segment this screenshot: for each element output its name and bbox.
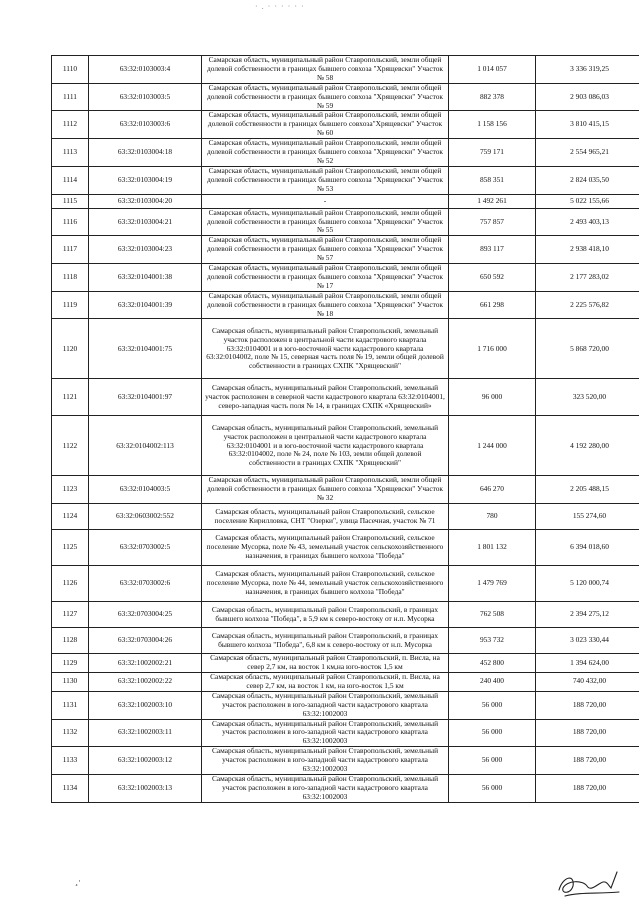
row-number-cell: 1128 xyxy=(52,628,89,654)
address-cell: Самарская область, муниципальный район Ставропольский, земли общей долевой собственности в границах бывшего совхоза "Хрящевски" Участок № 17 xyxy=(202,264,449,292)
cadastral-value-cell: 188 720,00 xyxy=(536,747,639,775)
cadastral-value-cell: 323 520,00 xyxy=(536,379,639,416)
cadastral-number-cell: 63:32:0103003:5 xyxy=(89,83,202,111)
table-row xyxy=(52,139,639,167)
cadastral-value-cell: 188 720,00 xyxy=(536,774,639,802)
area-cell: 96 000 xyxy=(449,379,536,416)
table-row xyxy=(52,476,639,504)
area-cell: 1 801 132 xyxy=(449,530,536,566)
table-row xyxy=(52,319,639,379)
row-number-cell: 1125 xyxy=(52,530,89,566)
row-number-cell: 1112 xyxy=(52,111,89,139)
cadastral-number-cell: 63:32:1002002:22 xyxy=(89,673,202,692)
address-cell: Самарская область, муниципальный район Ставропольский, земельный участок расположен в юго-западной части кадастрового квартала 63:32:1002003 xyxy=(202,691,449,719)
area-cell: 1 492 261 xyxy=(449,194,536,208)
address-cell: Самарская область, муниципальный район Ставропольский, в границах бывшего колхоза "Победа", в 5,9 км к северо-востоку от н.п. Мусорка xyxy=(202,602,449,628)
area-cell: 1 158 156 xyxy=(449,111,536,139)
table-row xyxy=(52,628,639,654)
row-number-cell: 1123 xyxy=(52,476,89,504)
area-cell: 56 000 xyxy=(449,774,536,802)
cadastral-value-cell: 2 903 086,03 xyxy=(536,83,639,111)
area-cell: 661 298 xyxy=(449,291,536,319)
cadastral-number-cell: 63:32:1002003:13 xyxy=(89,774,202,802)
row-number-cell: 1110 xyxy=(52,56,89,84)
row-number-cell: 1114 xyxy=(52,166,89,194)
cadastral-number-cell: 63:32:0104003:5 xyxy=(89,476,202,504)
cadastral-number-cell: 63:32:0603002:552 xyxy=(89,504,202,530)
area-cell: 762 508 xyxy=(449,602,536,628)
area-cell: 1 244 000 xyxy=(449,416,536,476)
address-cell: Самарская область, муниципальный район Ставропольский, земельный участок расположен в центральной части кадастрового квартала 63:32:0104001 и в юго-восточной части кадастрового квартала 63:32:0104002, поле № 15, северная часть поля № 19, земли общей долевой собственности в границах СХПК "Хрящевский" xyxy=(202,319,449,379)
table-row xyxy=(52,379,639,416)
area-cell: 56 000 xyxy=(449,747,536,775)
cadastral-number-cell: 63:32:0103004:23 xyxy=(89,236,202,264)
row-number-cell: 1134 xyxy=(52,774,89,802)
row-number-cell: 1115 xyxy=(52,194,89,208)
address-cell: Самарская область, муниципальный район Ставропольский, земельный участок расположен в юго-западной части кадастрового квартала 63:32:1002003 xyxy=(202,719,449,747)
cadastral-number-cell: 63:32:0103004:19 xyxy=(89,166,202,194)
cadastral-value-cell: 5 868 720,00 xyxy=(536,319,639,379)
table-row xyxy=(52,166,639,194)
cadastral-value-cell: 2 394 275,12 xyxy=(536,602,639,628)
cadastral-number-cell: 63:32:0104001:97 xyxy=(89,379,202,416)
table-row xyxy=(52,747,639,775)
cadastral-value-cell: 5 120 000,74 xyxy=(536,566,639,602)
row-number-cell: 1127 xyxy=(52,602,89,628)
row-number-cell: 1122 xyxy=(52,416,89,476)
cadastral-value-cell: 2 824 035,50 xyxy=(536,166,639,194)
table-row xyxy=(52,83,639,111)
table-row xyxy=(52,530,639,566)
area-cell: 1 479 769 xyxy=(449,566,536,602)
address-cell: Самарская область, муниципальный район Ставропольский, п. Висла, на север 2,7 км, на восток 1 км,на юго-восток 1,5 км xyxy=(202,654,449,673)
table-row xyxy=(52,111,639,139)
cadastral-value-cell: 4 192 280,00 xyxy=(536,416,639,476)
row-number-cell: 1111 xyxy=(52,83,89,111)
table-row xyxy=(52,194,639,208)
table-row xyxy=(52,264,639,292)
cadastral-number-cell: 63:32:1002003:12 xyxy=(89,747,202,775)
table-row xyxy=(52,691,639,719)
area-cell: 858 351 xyxy=(449,166,536,194)
cadastral-number-cell: 63:32:0103003:6 xyxy=(89,111,202,139)
cadastral-number-cell: 63:32:0703004:26 xyxy=(89,628,202,654)
cadastral-number-cell: 63:32:1002002:21 xyxy=(89,654,202,673)
address-cell: Самарская область, муниципальный район Ставропольский, сельское поселение Кирилловка, СНТ "Озерки", улица Пасечная, участок № 71 xyxy=(202,504,449,530)
address-cell: Самарская область, муниципальный район Ставропольский, земли общей долевой собственности в границах бывшего совхоза "Хрящевски" Участок № 58 xyxy=(202,56,449,84)
row-number-cell: 1132 xyxy=(52,719,89,747)
address-cell: Самарская область, муниципальный район Ставропольский, земли общей долевой собственности в границах бывшего совхоза "Хрящевски" Участок № 32 xyxy=(202,476,449,504)
table-row xyxy=(52,504,639,530)
cadastral-value-cell: 5 022 155,66 xyxy=(536,194,639,208)
table-row xyxy=(52,774,639,802)
row-number-cell: 1119 xyxy=(52,291,89,319)
cadastral-value-cell: 3 336 319,25 xyxy=(536,56,639,84)
table-body xyxy=(52,56,639,803)
cadastral-number-cell: 63:32:0104002:113 xyxy=(89,416,202,476)
table-row xyxy=(52,56,639,84)
cadastral-value-cell: 2 493 403,13 xyxy=(536,208,639,236)
cadastral-value-cell: 2 554 965,21 xyxy=(536,139,639,167)
address-cell: Самарская область, муниципальный район Ставропольский, земельный участок расположен в юго-западной части кадастрового квартала 63:32:1002003 xyxy=(202,774,449,802)
address-cell: Самарская область, муниципальный район Ставропольский, земли общей долевой собственности в границах бывшего совхоза"Хрящевски" Участок № 60 xyxy=(202,111,449,139)
cadastral-value-cell: 2 177 283,02 xyxy=(536,264,639,292)
address-cell: Самарская область, муниципальный район Ставропольский, земли общей долевой собственности в границах бывшего совхоза "Хрящевски" Участок № 18 xyxy=(202,291,449,319)
area-cell: 882 378 xyxy=(449,83,536,111)
area-cell: 650 592 xyxy=(449,264,536,292)
table-row xyxy=(52,602,639,628)
row-number-cell: 1116 xyxy=(52,208,89,236)
address-cell: Самарская область, муниципальный район Ставропольский, земли общей долевой собственности в границах бывшего совхоза "Хрящевски" Участок № 53 xyxy=(202,166,449,194)
area-cell: 1 014 057 xyxy=(449,56,536,84)
area-cell: 240 400 xyxy=(449,673,536,692)
area-cell: 759 171 xyxy=(449,139,536,167)
row-number-cell: 1120 xyxy=(52,319,89,379)
row-number-cell: 1129 xyxy=(52,654,89,673)
cadastral-number-cell: 63:32:0104001:39 xyxy=(89,291,202,319)
scan-artifact: · . · · · · · · xyxy=(255,2,305,11)
area-cell: 452 800 xyxy=(449,654,536,673)
cadastral-value-cell: 2 205 488,15 xyxy=(536,476,639,504)
area-cell: 780 xyxy=(449,504,536,530)
area-cell: 56 000 xyxy=(449,719,536,747)
row-number-cell: 1130 xyxy=(52,673,89,692)
cadastral-value-cell: 188 720,00 xyxy=(536,691,639,719)
cadastral-number-cell: 63:32:0103004:20 xyxy=(89,194,202,208)
table-row xyxy=(52,416,639,476)
table-row xyxy=(52,654,639,673)
cadastral-value-cell: 2 938 418,10 xyxy=(536,236,639,264)
cadastral-value-cell: 188 720,00 xyxy=(536,719,639,747)
cadastral-value-cell: 6 394 018,60 xyxy=(536,530,639,566)
cadastral-value-cell: 2 225 576,82 xyxy=(536,291,639,319)
table-row xyxy=(52,566,639,602)
table-row xyxy=(52,673,639,692)
address-cell: Самарская область, муниципальный район Ставропольский, земельный участок расположен в центральной части кадастрового квартала 63:32:0104001 и в юго-восточной части кадастрового квартала 63:32:0104002, поле № 24, поле № 103, земли общей долевой собственности в границах СХПК "Хрящевский" xyxy=(202,416,449,476)
area-cell: 646 270 xyxy=(449,476,536,504)
address-cell: Самарская область, муниципальный район Ставропольский, сельское поселение Мусорка, поле № 43, земельный участок сельскохозяйственного назначения, в границах бывшего колхоза "Победа" xyxy=(202,530,449,566)
row-number-cell: 1121 xyxy=(52,379,89,416)
row-number-cell: 1118 xyxy=(52,264,89,292)
address-cell: Самарская область, муниципальный район Ставропольский, земельный участок расположен в северной части кадастрового квартала 63:32:0104001, северо-западная часть поля № 14, в границах СХПК «Хрящевский» xyxy=(202,379,449,416)
cadastral-number-cell: 63:32:0703002:5 xyxy=(89,530,202,566)
cadastral-value-cell: 155 274,60 xyxy=(536,504,639,530)
cadastral-value-cell: 740 432,00 xyxy=(536,673,639,692)
table-row xyxy=(52,719,639,747)
address-cell: Самарская область, муниципальный район Ставропольский, земли общей долевой собственности в границах бывшего совхоза "Хрящевски" Участок № 52 xyxy=(202,139,449,167)
table-row xyxy=(52,208,639,236)
address-cell: Самарская область, муниципальный район Ставропольский, земельный участок расположен в юго-западной части кадастрового квартала 63:32:1002003 xyxy=(202,747,449,775)
area-cell: 1 716 000 xyxy=(449,319,536,379)
cadastral-number-cell: 63:32:0103003:4 xyxy=(89,56,202,84)
address-cell: Самарская область, муниципальный район Ставропольский, сельское поселение Мусорка, поле № 44, земельный участок сельскохозяйственного назначения, в границах бывшего колхоза "Победа" xyxy=(202,566,449,602)
row-number-cell: 1126 xyxy=(52,566,89,602)
address-cell: - xyxy=(202,194,449,208)
cadastral-number-cell: 63:32:0103004:18 xyxy=(89,139,202,167)
cadastral-value-cell: 3 023 330,44 xyxy=(536,628,639,654)
cadastral-value-cell: 3 810 415,15 xyxy=(536,111,639,139)
cadastral-value-cell: 1 394 624,00 xyxy=(536,654,639,673)
scan-artifact: ¸· xyxy=(75,876,81,886)
row-number-cell: 1131 xyxy=(52,691,89,719)
row-number-cell: 1113 xyxy=(52,139,89,167)
address-cell: Самарская область, муниципальный район Ставропольский, земли общей долевой собственности в границах бывшего совхоза "Хрящевски" Участок № 55 xyxy=(202,208,449,236)
table-row xyxy=(52,236,639,264)
area-cell: 757 857 xyxy=(449,208,536,236)
cadastral-number-cell: 63:32:0703002:6 xyxy=(89,566,202,602)
table-row xyxy=(52,291,639,319)
area-cell: 953 732 xyxy=(449,628,536,654)
area-cell: 893 117 xyxy=(449,236,536,264)
cadastral-number-cell: 63:32:1002003:11 xyxy=(89,719,202,747)
cadastral-number-cell: 63:32:0104001:75 xyxy=(89,319,202,379)
land-registry-table xyxy=(51,55,639,803)
row-number-cell: 1124 xyxy=(52,504,89,530)
row-number-cell: 1133 xyxy=(52,747,89,775)
address-cell: Самарская область, муниципальный район Ставропольский, в границах бывшего колхоза "Победа", 6,8 км к северо-востоку от н.п. Мусорка xyxy=(202,628,449,654)
cadastral-number-cell: 63:32:0103004:21 xyxy=(89,208,202,236)
address-cell: Самарская область, муниципальный район Ставропольский, п. Висла, на север 2,7 км, на восток 1 км, на юго-восток 1,5 км xyxy=(202,673,449,692)
cadastral-number-cell: 63:32:0703004:25 xyxy=(89,602,202,628)
cadastral-number-cell: 63:32:0104001:38 xyxy=(89,264,202,292)
area-cell: 56 000 xyxy=(449,691,536,719)
cadastral-number-cell: 63:32:1002003:10 xyxy=(89,691,202,719)
address-cell: Самарская область, муниципальный район Ставропольский, земли общей долевой собственности в границах бывшего совхоза "Хрящевски" Участок № 57 xyxy=(202,236,449,264)
address-cell: Самарская область, муниципальный район Ставропольский, земли общей долевой собственности в границах бывшего совхоза "Хрящевски" Участок № 59 xyxy=(202,83,449,111)
handwritten-signature xyxy=(553,866,623,900)
row-number-cell: 1117 xyxy=(52,236,89,264)
